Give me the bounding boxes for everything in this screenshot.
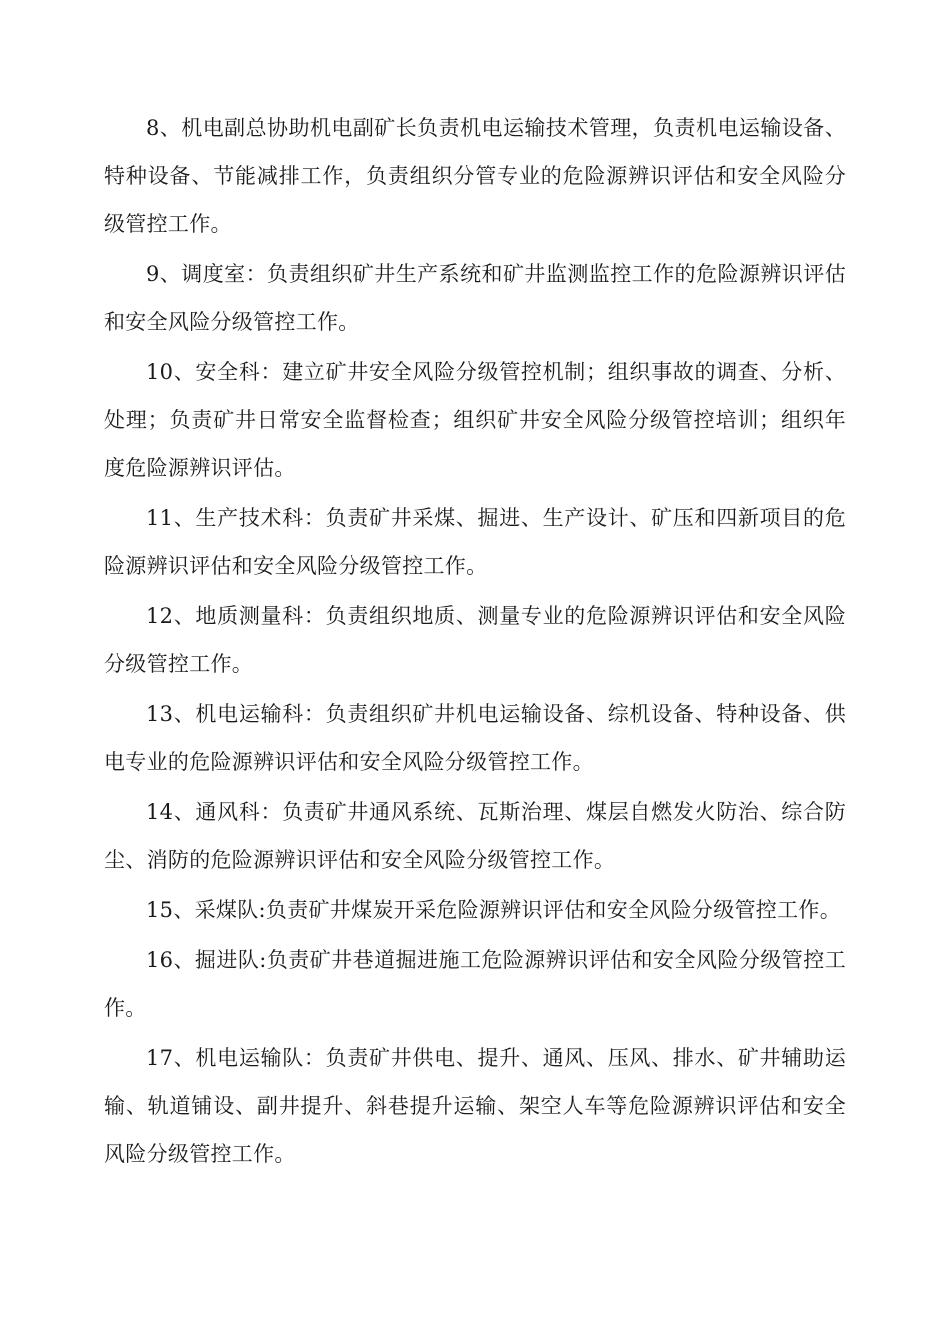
- paragraph-item-16: 16、掘进队:负责矿井巷道掘进施工危险源辨识评估和安全风险分级管控工作。: [104, 948, 846, 1020]
- document-body: [104, 104, 846, 1180]
- paragraph-item-15: 15、采煤队:负责矿井煤炭开采危险源辨识评估和安全风险分级管控工作。: [146, 898, 841, 922]
- paragraph-item-8: 8、机电副总协助机电副矿长负责机电运输技术管理，负责机电运输设备、特种设备、节能减排工作，负责组织分管专业的危险源辨识评估和安全风险分级管控工作。: [104, 116, 846, 236]
- paragraph-item-17: 17、机电运输队：负责矿井供电、提升、通风、压风、排水、矿井辅助运输、轨道铺设、副井提升、斜巷提升运输、架空人车等危险源辨识评估和安全风险分级管控工作。: [104, 1046, 846, 1166]
- paragraph-item-10: 10、安全科：建立矿井安全风险分级管控机制；组织事故的调查、分析、处理；负责矿井日常安全监督检查；组织矿井安全风险分级管控培训；组织年度危险源辨识评估。: [104, 360, 846, 480]
- paragraph-item-11: 11、生产技术科：负责矿井采煤、掘进、生产设计、矿压和四新项目的危险源辨识评估和安全风险分级管控工作。: [104, 506, 846, 578]
- paragraph-item-14: 14、通风科：负责矿井通风系统、瓦斯治理、煤层自燃发火防治、综合防尘、消防的危险源辨识评估和安全风险分级管控工作。: [104, 800, 846, 872]
- paragraph-item-13: 13、机电运输科：负责组织矿井机电运输设备、综机设备、特种设备、供电专业的危险源辨识评估和安全风险分级管控工作。: [104, 702, 846, 774]
- paragraph-item-9: 9、调度室：负责组织矿井生产系统和矿井监测监控工作的危险源辨识评估和安全风险分级管控工作。: [104, 262, 846, 334]
- paragraph-item-12: 12、地质测量科：负责组织地质、测量专业的危险源辨识评估和安全风险分级管控工作。: [104, 604, 846, 676]
